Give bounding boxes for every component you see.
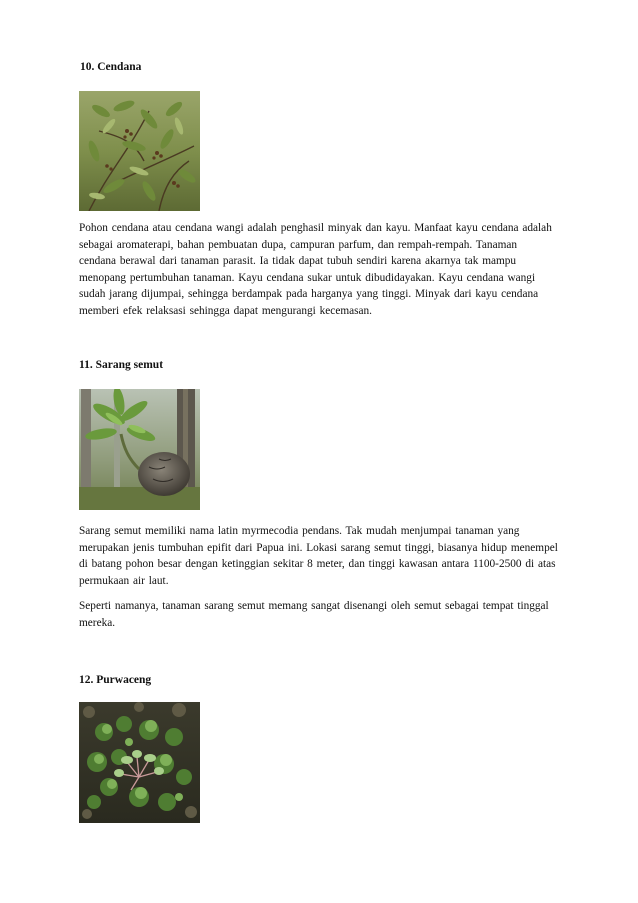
cendana-description: Pohon cendana atau cendana wangi adalah penghasil minyak dan kayu. Manfaat kayu cendana adalah sebagai aromaterapi, bahan pembuatan dupa, campuran parfum, dan rempah-rempah. Tanaman cendana berawal dari tanaman parasit. Ia tidak dapat tubuh sendiri karena akarnya tak mampu menopang pertumbuhan tanaman. Kayu cendana sukar untuk dibudidayakan. Kayu cendana wangi sudah jarang dijumpai, sehingga berdampak pada harganya yang tinggi. Minyak dari kayu cendana memberi efek relaksasi sehingga dapat mengurangi kecemasan.: [79, 222, 552, 317]
section-heading-purwaceng: 12. Purwaceng: [79, 674, 152, 686]
sarang-semut-photo: [79, 389, 200, 510]
purwaceng-photo: [79, 702, 200, 823]
cendana-photo: [79, 91, 200, 211]
section-heading-sarang-semut: 11. Sarang semut: [79, 359, 164, 371]
sarang-semut-description: Sarang semut memiliki nama latin myrmecodia pendans. Tak mudah menjumpai tanaman yang merupakan jenis tumbuhan epifit dari Papua ini. Lokasi sarang semut tinggi, biasanya hidup menempel di batang pohon besar dengan ketinggian sekitar 8 meter, dan tinggi kawasan antara 1100-2500 di atas permukaan air laut.: [79, 525, 558, 587]
section-heading-cendana: 10. Cendana: [80, 61, 142, 73]
sarang-semut-description-2: Seperti namanya, tanaman sarang semut memang sangat disenangi oleh semut sebagai tempat tinggal mereka.: [79, 600, 549, 629]
